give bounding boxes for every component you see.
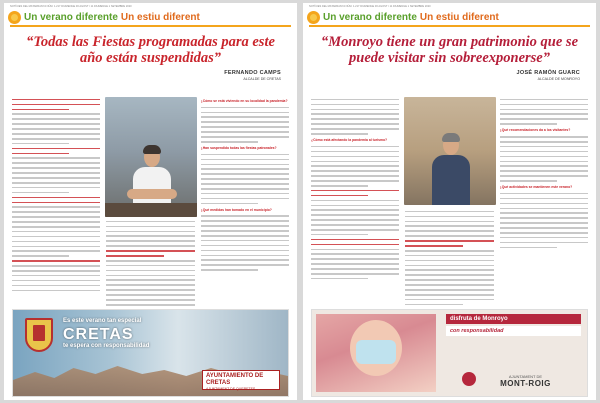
interview-question: ¿Qué recomendaciones da a los visitantes? <box>499 128 571 133</box>
interview-question: ¿Cómo se está viviendo en su localidad la pandemia? <box>200 99 288 103</box>
banner-subtitle: Un estiu diferent <box>419 11 499 23</box>
interview-question: ¿Qué actividades se mantienen este verano? <box>499 185 573 190</box>
ad-town-name: MONT-ROIG <box>500 379 551 388</box>
advertisement-monroyo <box>311 309 588 397</box>
ad-slogan-line2: te espera con responsabilidad <box>63 342 150 349</box>
article-column-3 <box>201 97 289 307</box>
ad-message <box>446 314 581 336</box>
ad-plate-title: AYUNTAMIENTO DE CRETAS <box>206 373 264 386</box>
ad-town-label: AJUNTAMENT DE <box>508 374 543 379</box>
ad-message-line1: disfruta de Monroyo <box>446 314 581 324</box>
interview-photo <box>105 97 197 217</box>
interview-question: ¿Han suspendido todas las fiestas patronales? <box>200 146 277 151</box>
author-name: FERNANDO CAMPS <box>224 70 281 76</box>
running-head: NOTÍCIES DEL MATARRANYA NÚM. 1.217 DIUMENGE 30 AGOST / 11 DIUMENGE 1 SETEMBRE 2020 <box>309 5 431 8</box>
ad-photo <box>316 314 436 392</box>
ad-town-plate <box>202 370 280 390</box>
article-headline: “Monroyo tiene un gran patrimonio que se puede visitar sin sobreexponerse” <box>320 34 578 66</box>
article-column-1 <box>12 97 100 307</box>
article-headline: “Todas las Fiestas programadas para este año están suspendidas” <box>26 34 275 66</box>
banner-subtitle: Un estiu diferent <box>120 11 200 23</box>
byline <box>303 70 596 81</box>
sun-icon <box>307 11 320 24</box>
newspaper-page-left <box>4 3 297 400</box>
interview-photo <box>404 97 496 205</box>
interview-question: ¿Qué medidas han tomado en el municipio? <box>200 207 272 212</box>
article-column-1 <box>311 97 399 307</box>
banner-title: Un verano diferente <box>323 11 417 23</box>
ad-slogan-line1: Es este verano tan especial <box>63 318 142 324</box>
coat-of-arms-icon <box>25 318 53 352</box>
running-head: NOTÍCIES DEL MATARRANYA NÚM. 1.217 DIUMENGE 30 AGOST / 11 DIUMENGE 1 SETEMBRE 2020 <box>10 5 132 8</box>
author-role: ALCALDE DE MONROYO <box>537 77 580 81</box>
article-column-3 <box>500 97 588 307</box>
banner-title: Un verano diferente <box>24 11 118 23</box>
sun-icon <box>8 11 21 24</box>
section-banner <box>303 9 596 25</box>
face-mask-icon <box>356 340 396 364</box>
author-role: ALCALDE DE CRETAS <box>243 77 281 81</box>
newspaper-page-right <box>303 3 596 400</box>
advertisement-cretas <box>12 309 289 397</box>
interview-question: ¿Cómo está afectando la pandemia al turismo? <box>311 138 388 143</box>
mayor-portrait <box>432 135 470 205</box>
ad-brand: CRETAS <box>63 325 134 343</box>
byline <box>4 70 297 81</box>
ad-town <box>472 374 579 388</box>
ad-message-line2: con responsabilidad <box>446 326 581 336</box>
section-banner <box>4 9 297 25</box>
ad-slogan <box>63 318 149 350</box>
author-name: JOSÉ RAMÓN GUARC <box>516 70 580 76</box>
ad-plate-subtitle: AJUNTAMENT DE QUERETES <box>206 387 256 391</box>
